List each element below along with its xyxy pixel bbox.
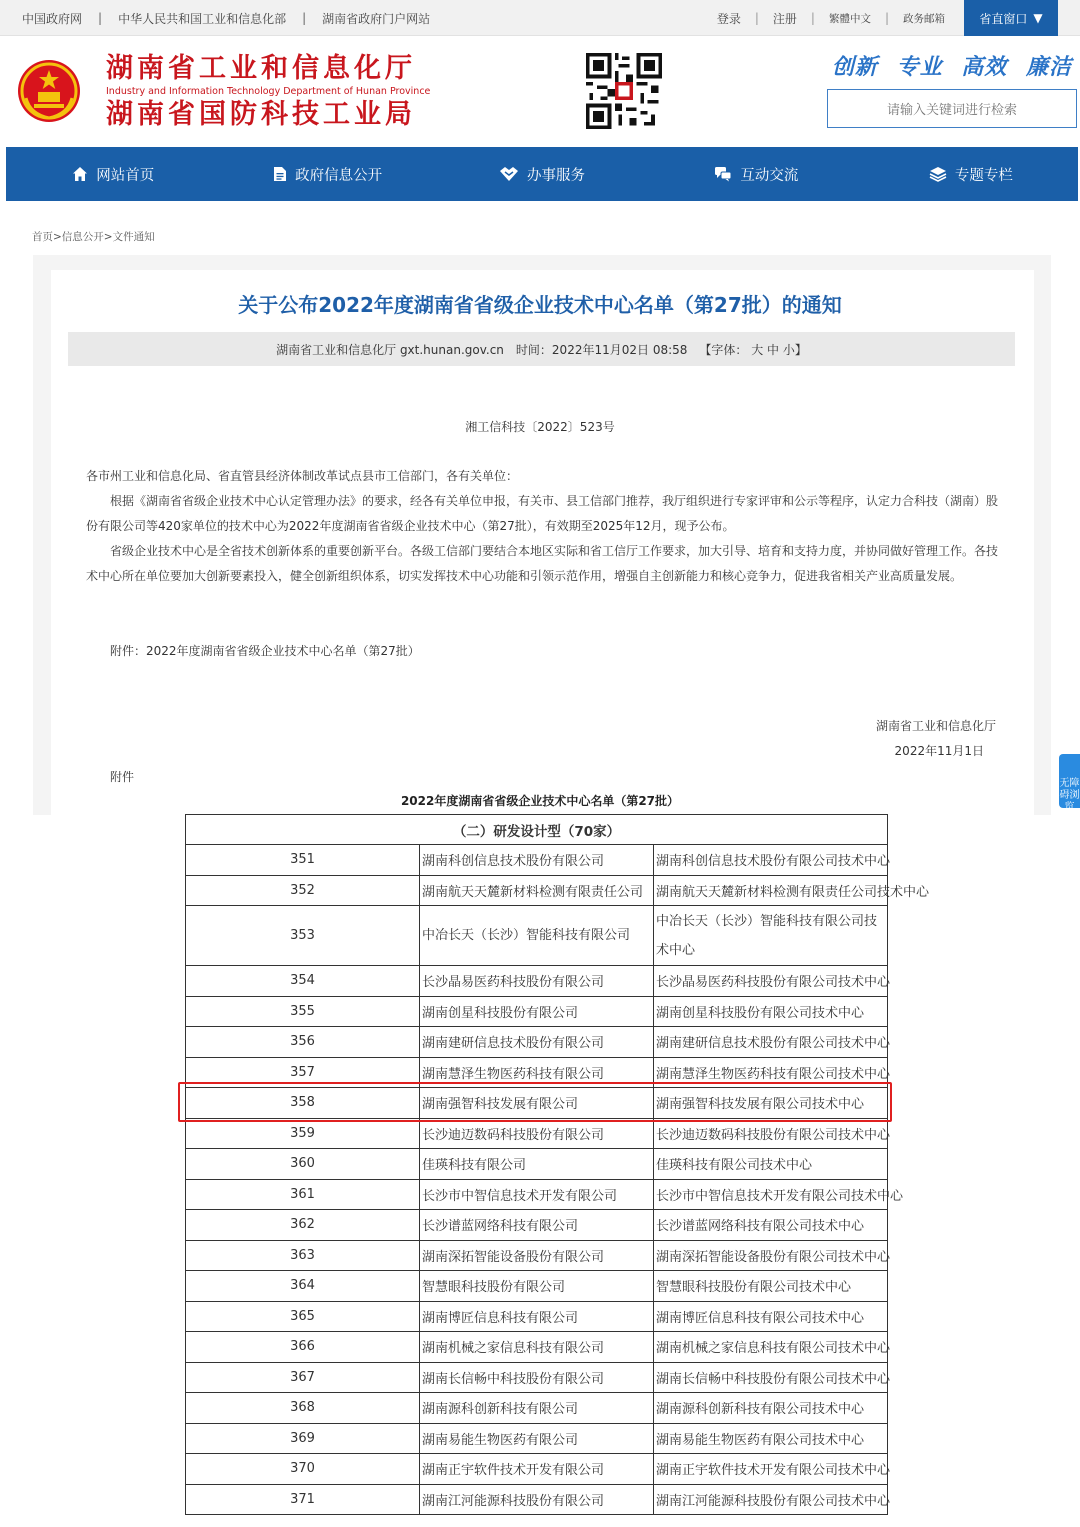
company-name: 湖南深拓智能设备股份有限公司 bbox=[420, 1240, 654, 1271]
national-emblem-icon bbox=[16, 58, 82, 124]
table-row bbox=[186, 1301, 888, 1332]
company-name: 湖南机械之家信息科技有限公司 bbox=[420, 1332, 654, 1363]
article-time: 时间：2022年11月02日 08:58 bbox=[515, 342, 688, 357]
separator: | bbox=[98, 11, 103, 25]
slogan-word: 高效 bbox=[961, 55, 1008, 80]
row-number: 361 bbox=[186, 1179, 420, 1210]
account-links bbox=[717, 0, 945, 36]
company-name: 湖南创星科技股份有限公司 bbox=[420, 996, 654, 1027]
company-name: 长沙市中智信息技术开发有限公司 bbox=[420, 1179, 654, 1210]
highlight-box bbox=[178, 1082, 892, 1122]
row-number: 371 bbox=[186, 1484, 420, 1515]
row-number: 353 bbox=[186, 906, 420, 966]
company-name: 长沙迪迈数码科技股份有限公司 bbox=[420, 1118, 654, 1149]
nav-item-services[interactable] bbox=[435, 147, 649, 201]
tech-center-name: 湖南深拓智能设备股份有限公司技术中心 bbox=[654, 1240, 888, 1271]
company-name: 湖南慧泽生物医药科技有限公司 bbox=[420, 1057, 654, 1088]
paragraph: 根据《湖南省省级企业技术中心认定管理办法》的要求，经各有关单位申报，有关市、县工信部门推荐，我厅组织进行专家评审和公示等程序，认定力合科技（湖南）股份有限公司等420家单位的技术中心为2022年度湖南省省级企业技术中心（第27批），有效期至2025年12月，现予公布。 bbox=[86, 494, 999, 533]
qr-code-icon bbox=[586, 53, 662, 129]
slogan bbox=[822, 50, 1072, 81]
table-row bbox=[186, 1149, 888, 1180]
row-number: 364 bbox=[186, 1271, 420, 1302]
tech-center-name: 湖南建研信息技术股份有限公司技术中心 bbox=[654, 1027, 888, 1058]
company-name: 湖南航天天麓新材料检测有限责任公司 bbox=[420, 875, 654, 906]
company-name: 湖南科创信息技术股份有限公司 bbox=[420, 845, 654, 876]
company-name: 长沙晶易医药科技股份有限公司 bbox=[420, 966, 654, 997]
search-placeholder: 请输入关键词进行检索 bbox=[886, 103, 1017, 118]
row-number: 354 bbox=[186, 966, 420, 997]
list-title: 2022年度湖南省省级企业技术中心名单（第27批） bbox=[400, 794, 680, 808]
row-number: 369 bbox=[186, 1423, 420, 1454]
org-name-english: Industry and Information Technology Department of Hunan Province bbox=[106, 86, 431, 97]
article-source: 湖南省工业和信息化厅 gxt.hunan.gov.cn bbox=[276, 342, 504, 357]
attachment-link[interactable]: 附件：2022年度湖南省省级企业技术中心名单（第27批） bbox=[110, 644, 420, 658]
layers-icon bbox=[929, 166, 947, 182]
table-row bbox=[186, 1027, 888, 1058]
nav-label: 专题专栏 bbox=[954, 167, 1013, 184]
separator: | bbox=[810, 11, 815, 25]
salutation: 各市州工业和信息化局、省直管县经济体制改革试点县市工信部门，各有关单位： bbox=[86, 469, 519, 483]
table-row bbox=[186, 966, 888, 997]
tech-center-name: 湖南创星科技股份有限公司技术中心 bbox=[654, 996, 888, 1027]
table-row bbox=[186, 1484, 888, 1515]
gov-email-link[interactable]: 政务邮箱 bbox=[903, 12, 945, 25]
nav-label: 办事服务 bbox=[527, 167, 586, 184]
row-number: 351 bbox=[186, 845, 420, 876]
company-name: 湖南江河能源科技股份有限公司 bbox=[420, 1484, 654, 1515]
tech-center-name: 湖南强智科技发展有限公司技术中心 bbox=[654, 1088, 888, 1119]
table-row bbox=[186, 1332, 888, 1363]
table-row bbox=[186, 1179, 888, 1210]
row-number: 363 bbox=[186, 1240, 420, 1271]
main-navigation bbox=[6, 147, 1078, 201]
slogan-word: 专业 bbox=[896, 55, 943, 80]
company-name: 佳瑛科技有限公司 bbox=[420, 1149, 654, 1180]
tech-center-name: 湖南长信畅中科技股份有限公司技术中心 bbox=[654, 1362, 888, 1393]
company-name: 湖南易能生物医药有限公司 bbox=[420, 1423, 654, 1454]
register-link[interactable]: 注册 bbox=[772, 11, 797, 26]
org-name-primary: 湖南省工业和信息化厅 bbox=[106, 53, 416, 84]
table-row bbox=[186, 1210, 888, 1241]
row-number: 360 bbox=[186, 1149, 420, 1180]
chat-icon bbox=[714, 166, 732, 182]
row-number: 352 bbox=[186, 875, 420, 906]
site-header bbox=[0, 36, 1080, 146]
document-icon bbox=[273, 166, 287, 182]
tech-center-name: 湖南江河能源科技股份有限公司技术中心 bbox=[654, 1484, 888, 1515]
table-row bbox=[186, 845, 888, 876]
table-row bbox=[186, 1271, 888, 1302]
company-name: 智慧眼科技股份有限公司 bbox=[420, 1271, 654, 1302]
company-name: 湖南长信畅中科技股份有限公司 bbox=[420, 1362, 654, 1393]
row-number: 359 bbox=[186, 1118, 420, 1149]
table-body bbox=[186, 845, 930, 1515]
company-name: 中冶长天（长沙）智能科技有限公司 bbox=[420, 906, 654, 966]
nav-label: 网站首页 bbox=[96, 167, 155, 184]
table-row bbox=[186, 1362, 888, 1393]
company-name: 湖南建研信息技术股份有限公司 bbox=[420, 1027, 654, 1058]
tech-center-name: 湖南科创信息技术股份有限公司技术中心 bbox=[654, 845, 888, 876]
section-header: （二）研发设计型（70家） bbox=[186, 815, 888, 845]
separator: | bbox=[884, 11, 889, 25]
row-number: 370 bbox=[186, 1454, 420, 1485]
separator: | bbox=[754, 11, 759, 25]
nav-label: 政府信息公开 bbox=[295, 167, 383, 184]
enterprise-list-table bbox=[185, 814, 930, 1515]
link-gov-cn[interactable]: 中国政府网 bbox=[22, 11, 83, 26]
row-number: 365 bbox=[186, 1301, 420, 1332]
tech-center-name: 湖南源科创新科技有限公司技术中心 bbox=[654, 1393, 888, 1424]
row-number: 357 bbox=[186, 1057, 420, 1088]
breadcrumb[interactable]: 首页>信息公开>文件通知 bbox=[32, 231, 155, 243]
table-row bbox=[186, 1393, 888, 1424]
accessibility-float-button[interactable]: 无障碍浏览 bbox=[1059, 754, 1080, 808]
login-link[interactable]: 登录 bbox=[716, 11, 741, 26]
search-input[interactable] bbox=[827, 89, 1077, 128]
slogan-word: 廉洁 bbox=[1025, 55, 1072, 80]
table-row bbox=[186, 1423, 888, 1454]
nav-label: 互动交流 bbox=[740, 167, 799, 184]
tech-center-name: 湖南易能生物医药有限公司技术中心 bbox=[654, 1423, 888, 1454]
tech-center-name: 湖南正宇软件技术开发有限公司技术中心 bbox=[654, 1454, 888, 1485]
tech-center-name: 湖南航天天麓新材料检测有限责任公司技术中心 bbox=[654, 875, 888, 906]
paragraph: 省级企业技术中心是全省技术创新体系的重要创新平台。各级工信部门要结合本地区实际和省工信厅工作要求，加大引导、培育和支持力度，并协同做好管理工作。各技术中心所在单位要加大创新要素投入，健全创新组织体系，切实发挥技术中心功能和引领示范作用，增强自主创新能力和核心竞争力，促进我省相关产业高质量发展。 bbox=[86, 544, 999, 583]
tech-center-name: 长沙迪迈数码科技股份有限公司技术中心 bbox=[654, 1118, 888, 1149]
tech-center-name: 智慧眼科技股份有限公司技术中心 bbox=[654, 1271, 888, 1302]
table-row bbox=[186, 996, 888, 1027]
separator: | bbox=[302, 11, 307, 25]
row-number: 367 bbox=[186, 1362, 420, 1393]
document-number: 湘工信科技〔2022〕523号 bbox=[465, 420, 615, 434]
article-title: 关于公布2022年度湖南省省级企业技术中心名单（第27批）的通知 bbox=[238, 293, 842, 317]
slogan-word: 创新 bbox=[831, 55, 878, 80]
tech-center-name: 佳瑛科技有限公司技术中心 bbox=[654, 1149, 888, 1180]
tech-center-name: 湖南机械之家信息科技有限公司技术中心 bbox=[654, 1332, 888, 1363]
font-size-switcher[interactable]: 【字体： 大 中 小】 bbox=[699, 342, 807, 357]
row-number: 358 bbox=[186, 1088, 420, 1119]
table-row bbox=[186, 906, 888, 966]
triangle-down-icon: ▼ bbox=[1033, 11, 1043, 25]
company-name: 湖南正宇软件技术开发有限公司 bbox=[420, 1454, 654, 1485]
company-name: 湖南强智科技发展有限公司 bbox=[420, 1088, 654, 1119]
attachment-label: 附件 bbox=[110, 770, 135, 784]
table-row bbox=[186, 1454, 888, 1485]
table-row bbox=[186, 875, 888, 906]
signature-date: 2022年11月1日 bbox=[894, 744, 984, 758]
organization-name[interactable] bbox=[106, 52, 436, 132]
tech-center-name: 湖南博匠信息科技有限公司技术中心 bbox=[654, 1301, 888, 1332]
company-name: 湖南源科创新科技有限公司 bbox=[420, 1393, 654, 1424]
article-meta bbox=[68, 332, 1015, 366]
org-name-secondary: 湖南省国防科技工业局 bbox=[106, 99, 416, 130]
signature-organization: 湖南省工业和信息化厅 bbox=[875, 719, 996, 733]
traditional-chinese-link[interactable]: 繁體中文 bbox=[828, 12, 871, 25]
tech-center-name: 长沙市中智信息技术开发有限公司技术中心 bbox=[654, 1179, 888, 1210]
external-links bbox=[22, 0, 430, 36]
tech-center-name: 长沙谱蓝网络科技有限公司技术中心 bbox=[654, 1210, 888, 1241]
row-number: 356 bbox=[186, 1027, 420, 1058]
nav-item-gov-info[interactable] bbox=[220, 147, 434, 201]
home-icon bbox=[72, 166, 88, 182]
article-body bbox=[86, 464, 998, 589]
province-window-button[interactable] bbox=[964, 0, 1058, 36]
nav-item-home[interactable] bbox=[6, 147, 220, 201]
company-name: 湖南博匠信息科技有限公司 bbox=[420, 1301, 654, 1332]
province-window-label: 省直窗口 bbox=[979, 11, 1028, 26]
row-number: 368 bbox=[186, 1393, 420, 1424]
row-number: 355 bbox=[186, 996, 420, 1027]
tech-center-name: 中冶长天（长沙）智能科技有限公司技术中心 bbox=[654, 906, 888, 966]
handshake-icon bbox=[499, 166, 519, 182]
table-row bbox=[186, 1240, 888, 1271]
nav-item-topics[interactable] bbox=[864, 147, 1078, 201]
nav-item-interaction[interactable] bbox=[649, 147, 863, 201]
row-number: 362 bbox=[186, 1210, 420, 1241]
top-utility-bar bbox=[0, 0, 1080, 36]
table-row bbox=[186, 1118, 888, 1149]
row-number: 366 bbox=[186, 1332, 420, 1363]
link-miit[interactable]: 中华人民共和国工业和信息化部 bbox=[118, 11, 287, 26]
link-hunan-gov[interactable]: 湖南省政府门户网站 bbox=[322, 11, 431, 26]
tech-center-name: 长沙晶易医药科技股份有限公司技术中心 bbox=[654, 966, 888, 997]
table-section-header-row bbox=[186, 815, 888, 845]
company-name: 长沙谱蓝网络科技有限公司 bbox=[420, 1210, 654, 1241]
tech-center-name: 湖南慧泽生物医药科技有限公司技术中心 bbox=[654, 1057, 888, 1088]
